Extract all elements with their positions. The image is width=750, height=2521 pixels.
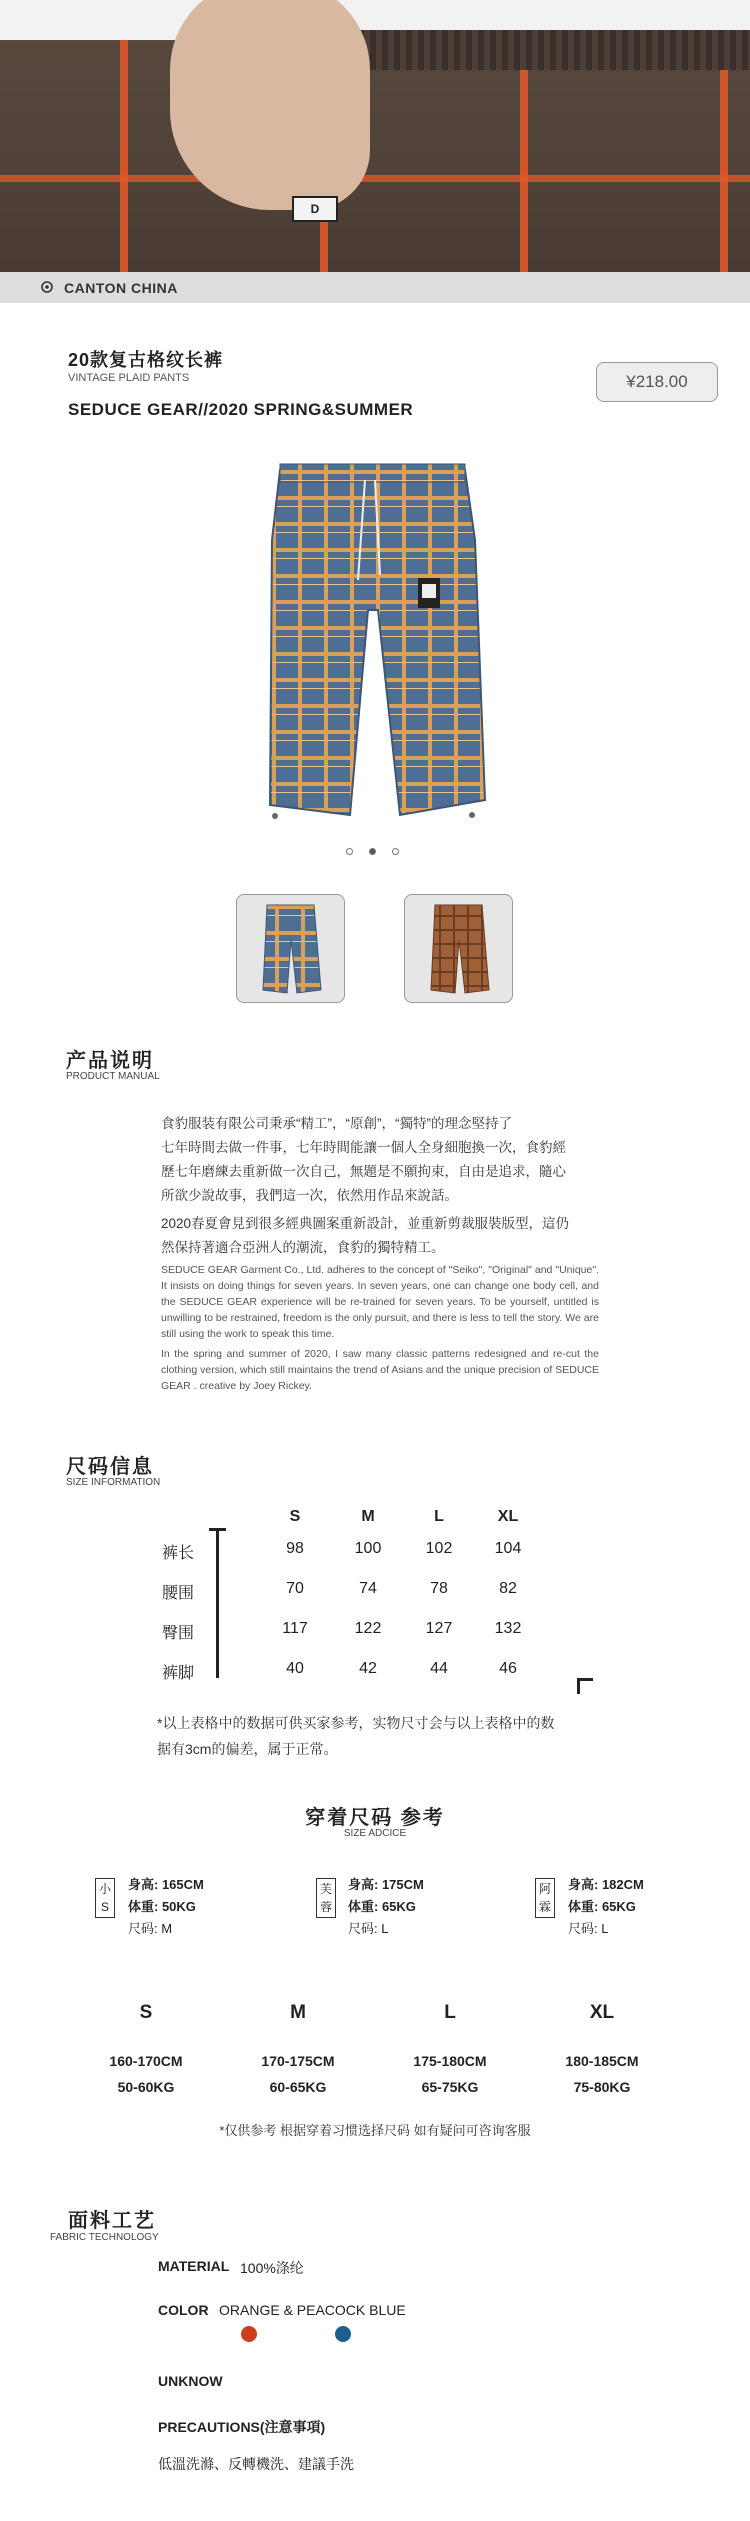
col-header-m: M [361, 1508, 375, 1525]
manual-cn-paragraph-2 [161, 1212, 601, 1260]
price-badge: ¥218.00 [596, 362, 718, 402]
model-size: 尺码: M [128, 1921, 173, 1936]
table-cell: 40 [286, 1660, 304, 1677]
advice-weight-range: 50-60KG [117, 2079, 175, 2095]
carousel-dot-active[interactable] [369, 848, 376, 855]
advice-size-s: S [139, 2002, 153, 2023]
size-info-heading-en: SIZE INFORMATION [66, 1477, 161, 1488]
manual-line: 歷七年磨練去重新做一次自己，無題是不願拘束，自由是追求，隨心 [161, 1164, 566, 1179]
table-cell: 74 [359, 1580, 377, 1597]
manual-line: 所欲少說故事，我們這一次，依然用作品來說話。 [161, 1188, 458, 1203]
advice-weight-range: 75-80KG [573, 2079, 631, 2095]
manual-heading-en: PRODUCT MANUAL [66, 1071, 160, 1082]
manual-line: 2020春夏會見到很多經典圖案重新設計，並重新剪裁服裝版型，這仍 [161, 1216, 570, 1231]
model-info [128, 1874, 204, 1940]
table-cell: 122 [354, 1620, 382, 1637]
location-pin-icon [40, 281, 54, 295]
table-bar-cap [209, 1528, 226, 1531]
table-cell: 117 [282, 1620, 308, 1637]
model-tag: 阿霖 [535, 1878, 555, 1918]
table-cell: 100 [354, 1540, 382, 1557]
unknow-label: UNKNOW [158, 2373, 223, 2389]
advice-heading: 穿着尺码 参考 [305, 1807, 445, 1829]
precautions-label: PRECAUTIONS(注意事項) [158, 2419, 326, 2435]
product-title-cn: 20款复古格纹长裤 [68, 350, 224, 370]
manual-line: 食豹服装有限公司秉承“精工”，“原創”，“獨特”的理念堅持了 [161, 1116, 512, 1131]
color-label: COLOR [158, 2302, 209, 2318]
hero-hand [170, 0, 370, 210]
carousel-dots [346, 848, 399, 855]
advice-size-xl: XL [589, 2002, 615, 2023]
row-label-hip: 臀围 [162, 1625, 195, 1642]
table-cell: 70 [286, 1580, 304, 1597]
fabric-heading-en: FABRIC TECHNOLOGY [50, 2232, 159, 2243]
thumbnail-orange[interactable] [404, 894, 513, 1003]
model-size: 尺码: L [348, 1921, 389, 1936]
model-info [348, 1874, 424, 1940]
color-value: ORANGE & PEACOCK BLUE [219, 2302, 406, 2318]
hero-image [0, 0, 750, 272]
table-cell: 102 [425, 1540, 453, 1557]
precautions-value: 低溫洗滌、反轉機洗、建議手洗 [158, 2456, 354, 2472]
manual-en-paragraph-2: In the spring and summer of 2020, I saw many classic patterns redesigned and re-cut the clothing version, which still maintains the trend of Asians and the unique precision of SEDUCE GEAR . creative by Joey Rickey. [161, 1348, 599, 1392]
material-label: MATERIAL [158, 2258, 230, 2274]
table-cell: 98 [286, 1540, 304, 1557]
model-height: 身高: 182CM [568, 1877, 644, 1892]
blue-plaid-pants-thumb [237, 895, 344, 1002]
row-label-hem: 裤脚 [162, 1665, 195, 1682]
model-weight: 体重: 65KG [568, 1899, 636, 1914]
location-text: CANTON CHINA [64, 279, 178, 296]
main-product-image[interactable] [260, 460, 490, 840]
model-weight: 体重: 65KG [348, 1899, 416, 1914]
manual-en-paragraph-1: SEDUCE GEAR Garment Co., Ltd. adheres to the concept of "Seiko", "Original" and "Unique". It insists on doing things for seven years. In seven years, one can change one body cell, and the SEDUCE GEAR experience will be re-trained for seven years. To be yourself, untitled is unwilling to be restrained, freedom is the only pursuit, and there is less to tell the story. We are still using the work to speak this time. [161, 1264, 599, 1340]
manual-cn-paragraph-1 [161, 1112, 601, 1208]
row-label-length: 裤长 [162, 1545, 195, 1562]
advice-height-range: 160-170CM [109, 2053, 183, 2069]
advice-size-m: M [290, 2002, 306, 2023]
table-cell: 104 [494, 1540, 522, 1557]
advice-note: *仅供参考 根据穿着习惯选择尺码 如有疑问可咨询客服 [219, 2123, 531, 2138]
size-note-line: *以上表格中的数据可供买家参考，实物尺寸会与以上表格中的数 [157, 1715, 555, 1731]
model-height: 身高: 175CM [348, 1877, 424, 1892]
fabric-heading: 面料工艺 [68, 2210, 156, 2232]
swatch-orange [241, 2326, 257, 2342]
advice-height-range: 170-175CM [261, 2053, 335, 2069]
model-size: 尺码: L [568, 1921, 609, 1936]
size-info-heading: 尺码信息 [66, 1456, 154, 1478]
manual-line: 七年時間去做一件事，七年時間能讓一個人全身細胞換一次，食豹經 [161, 1140, 566, 1155]
col-header-s: S [289, 1508, 301, 1525]
advice-height-range: 180-185CM [565, 2053, 639, 2069]
corner-mark-v [577, 1678, 580, 1694]
orange-plaid-pants-thumb [405, 895, 512, 1002]
size-note [157, 1710, 607, 1762]
manual-line: 然保持著適合亞洲人的潮流，食豹的獨特精工。 [161, 1240, 445, 1255]
hero-logo-patch: D [292, 196, 338, 222]
model-weight: 体重: 50KG [128, 1899, 196, 1914]
brand-season: SEDUCE GEAR//2020 SPRING&SUMMER [68, 400, 414, 419]
advice-range [238, 2048, 358, 2100]
table-cell: 46 [499, 1660, 517, 1677]
model-tag: 小S [95, 1878, 115, 1918]
table-vertical-bar [216, 1528, 219, 1678]
table-cell: 44 [430, 1660, 448, 1677]
product-title-en: VINTAGE PLAID PANTS [68, 372, 190, 384]
model-info [568, 1874, 644, 1940]
advice-range [390, 2048, 510, 2100]
advice-weight-range: 60-65KG [269, 2079, 327, 2095]
row-label-waist: 腰围 [162, 1585, 195, 1602]
table-cell: 127 [425, 1620, 453, 1637]
table-cell: 42 [359, 1660, 377, 1677]
table-cell: 78 [430, 1580, 448, 1597]
size-note-line: 据有3cm的偏差，属于正常。 [157, 1741, 338, 1757]
advice-weight-range: 65-75KG [421, 2079, 479, 2095]
table-cell: 82 [499, 1580, 517, 1597]
model-tag: 芙蓉 [316, 1878, 336, 1918]
advice-range [86, 2048, 206, 2100]
model-height: 身高: 165CM [128, 1877, 204, 1892]
advice-height-range: 175-180CM [413, 2053, 487, 2069]
col-header-l: L [434, 1508, 444, 1525]
carousel-dot[interactable] [346, 848, 353, 855]
advice-range [542, 2048, 662, 2100]
swatch-peacock-blue [335, 2326, 351, 2342]
thumbnail-blue[interactable] [236, 894, 345, 1003]
manual-heading: 产品说明 [66, 1050, 154, 1072]
advice-heading-en: SIZE ADCICE [343, 1828, 407, 1839]
carousel-dot[interactable] [392, 848, 399, 855]
material-value: 100%涤纶 [240, 2260, 304, 2276]
location-bar [0, 272, 750, 303]
advice-size-l: L [444, 2002, 456, 2023]
col-header-xl: XL [497, 1508, 519, 1525]
table-cell: 132 [494, 1620, 522, 1637]
